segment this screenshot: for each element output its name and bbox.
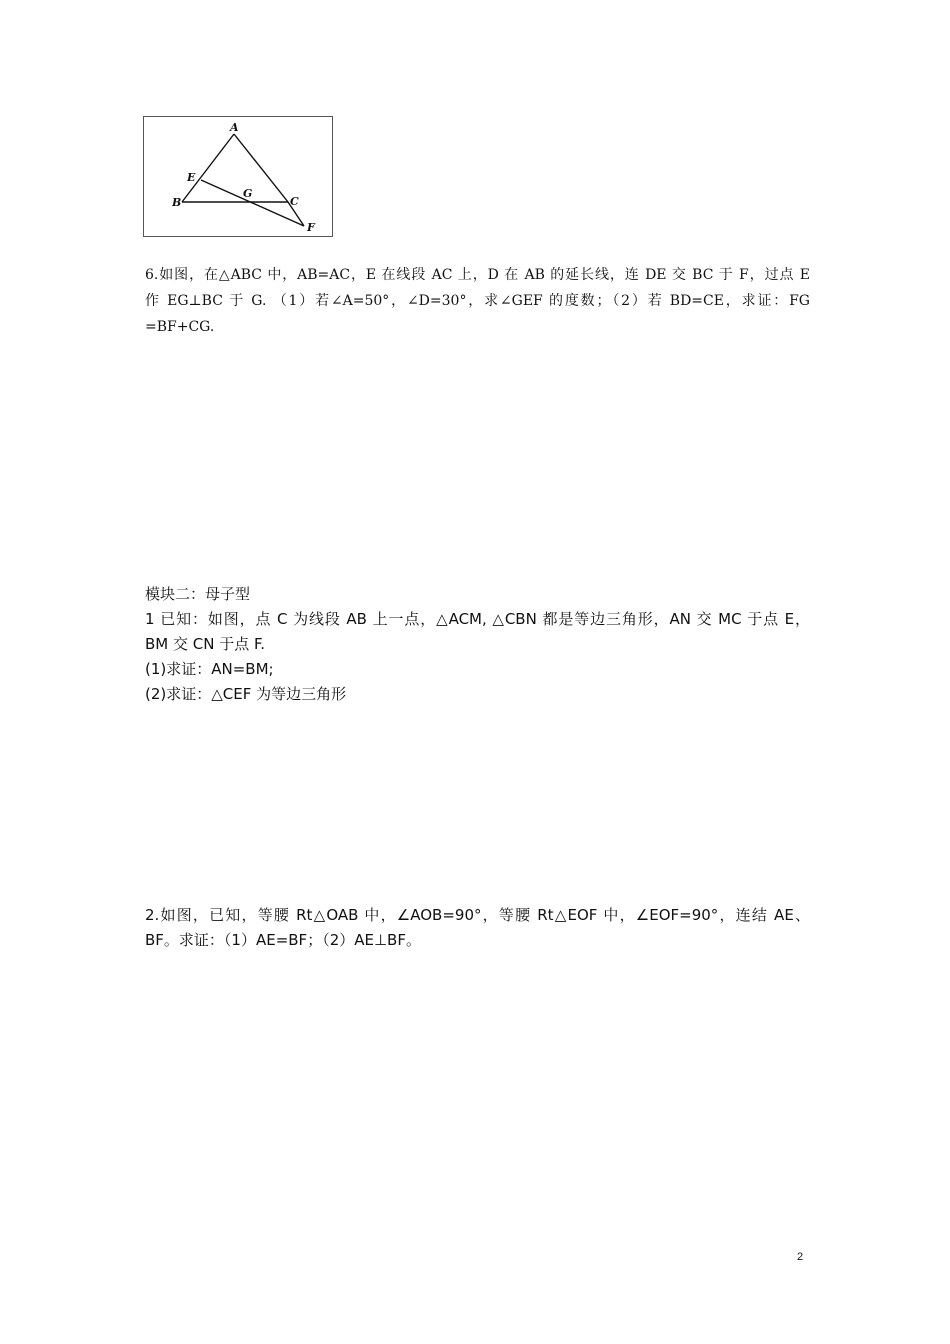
- geometry-figure: [143, 116, 333, 237]
- problem-6-line-2: 作 EG⊥BC 于 G. （1）若∠A=50°，∠D=30°，求∠GEF 的度数；（2）若 BD=CE，求证：FG: [145, 293, 810, 309]
- question-1-part-2: (2)求证：△CEF 为等边三角形: [145, 685, 347, 703]
- problem-2-line-2: BF。求证：（1）AE=BF；（2）AE⊥BF。: [145, 931, 421, 949]
- question-1-line-1: 1 已知：如图，点 C 为线段 AB 上一点，△ACM, △CBN 都是等边三角形，AN 交 MC 于点 E，: [145, 610, 810, 628]
- label-g: G: [243, 187, 253, 200]
- triangle-diagram: [144, 117, 334, 238]
- problem-6-line-3: =BF+CG.: [145, 319, 215, 335]
- problem-2: [145, 903, 810, 953]
- page-number: 2: [797, 1251, 804, 1263]
- label-e: E: [187, 171, 196, 184]
- module-2-section: [145, 582, 810, 707]
- label-f: F: [307, 221, 315, 234]
- label-c: C: [290, 195, 299, 208]
- question-1-part-1: (1)求证：AN=BM;: [145, 660, 274, 678]
- module-2-heading: 模块二：母子型: [145, 585, 251, 603]
- problem-6-line-1: 6.如图，在△ABC 中，AB=AC，E 在线段 AC 上，D 在 AB 的延长线，连 DE 交 BC 于 F，过点 E: [145, 267, 810, 283]
- label-a: A: [230, 121, 239, 134]
- problem-2-line-1: 2.如图，已知，等腰 Rt△OAB 中，∠AOB=90°，等腰 Rt△EOF 中，∠EOF=90°，连结 AE、: [145, 906, 810, 924]
- label-b: B: [172, 196, 182, 209]
- problem-6: [145, 262, 810, 340]
- question-1-line-2: BM 交 CN 于点 F.: [145, 635, 265, 653]
